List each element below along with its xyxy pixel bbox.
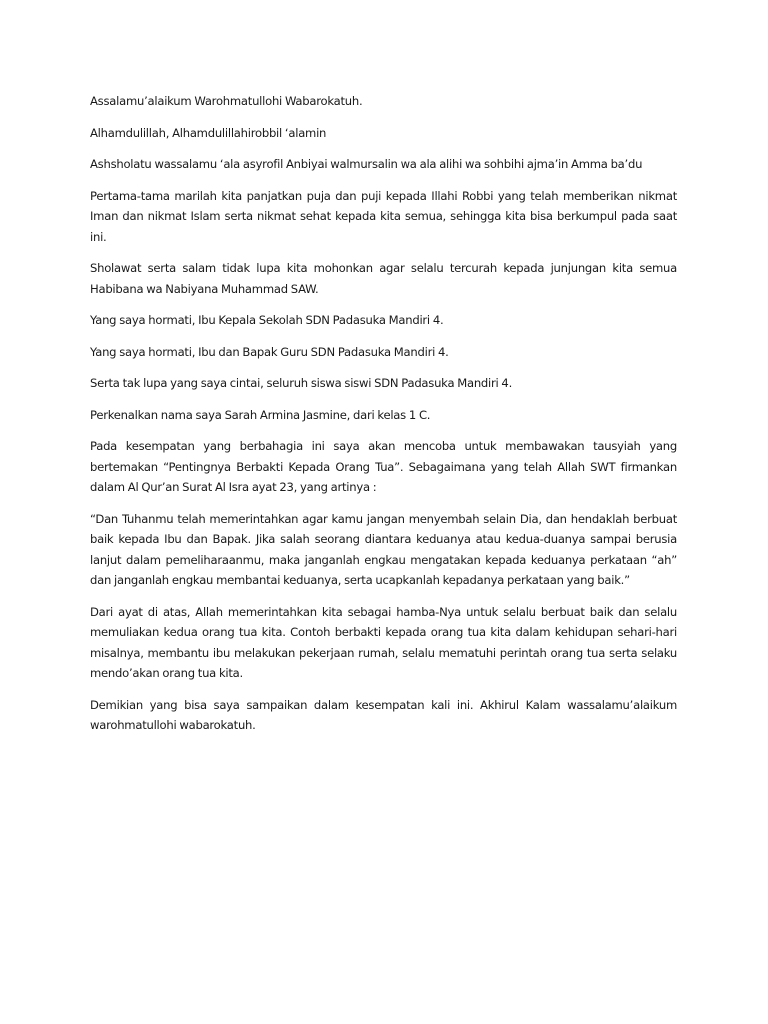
respect-teachers-paragraph: Yang saya hormati, Ibu dan Bapak Guru SDN Padasuka Mandiri 4. (90, 344, 449, 359)
verse-quote-paragraph: “Dan Tuhanmu telah memerintahkan agar kamu jangan menyembah selain Dia, dan hendaklah berbuat baik kepada Ibu dan Bapak. Jika salah seorang diantara keduanya atau kedua-duanya sampai berusia lanjut dalam pemeliharaanmu, maka janganlah engkau mengatakan kepada keduanya perkataan “ah” dan janganlah engkau membantai keduanya, serta ucapkanlah kepadanya perkataan yang baik.” (90, 511, 677, 587)
sholawat-opening-paragraph: Ashsholatu wassalamu ‘ala asyrofil Anbiyai walmursalin wa ala alihi wa sohbihi ajma’in Amma ba’du (90, 157, 643, 171)
topic-paragraph: Pada kesempatan yang berbahagia ini saya akan mencoba untuk membawakan tausyiah yang bertemakan “Pentingnya Berbakti Kepada Orang Tua”. Sebagaimana yang telah Allah SWT firmankan dalam Al Qur’an Surat Al Isra ayat 23, yang artinya : (90, 439, 677, 494)
respect-principal-paragraph: Yang saya hormati, Ibu Kepala Sekolah SDN Padasuka Mandiri 4. (90, 313, 444, 327)
respect-students-paragraph: Serta tak lupa yang saya cintai, seluruh siswa siswi SDN Padasuka Mandiri 4. (90, 376, 512, 390)
gratitude-paragraph: Pertama-tama marilah kita panjatkan puja dan puji kepada Illahi Robbi yang telah memberikan nikmat Iman dan nikmat Islam serta nikmat sehat kepada kita semua, sehingga kita bisa berkumpul pada saat ini. (90, 188, 677, 244)
explanation-paragraph: Dari ayat di atas, Allah memerintahkan kita sebagai hamba-Nya untuk selalu berbuat baik dan selalu memuliakan kedua orang tua kita. Contoh berbakti kepada orang tua kita dalam kehidupan sehari-hari misalnya, membantu ibu melakukan pekerjaan rumah, selalu mematuhi perintah orang tua serta selaku mendo’akan orang tua kita. (90, 604, 677, 680)
sholawat-paragraph: Sholawat serta salam tidak lupa kita mohonkan agar selalu tercurah kepada junjungan kita semua Habibana wa Nabiyana Muhammad SAW. (90, 261, 677, 296)
closing-paragraph: Demikian yang bisa saya sampaikan dalam kesempatan kali ini. Akhirul Kalam wassalamu’alaikum warohmatullohi wabarokatuh. (90, 697, 677, 732)
hamdalah-paragraph: Alhamdulillah, Alhamdulillahirobbil ‘alamin (90, 125, 327, 140)
introduction-paragraph: Perkenalkan nama saya Sarah Armina Jasmine, dari kelas 1 C. (90, 407, 431, 422)
greeting-paragraph: Assalamu’alaikum Warohmatullohi Wabarokatuh. (90, 94, 363, 108)
